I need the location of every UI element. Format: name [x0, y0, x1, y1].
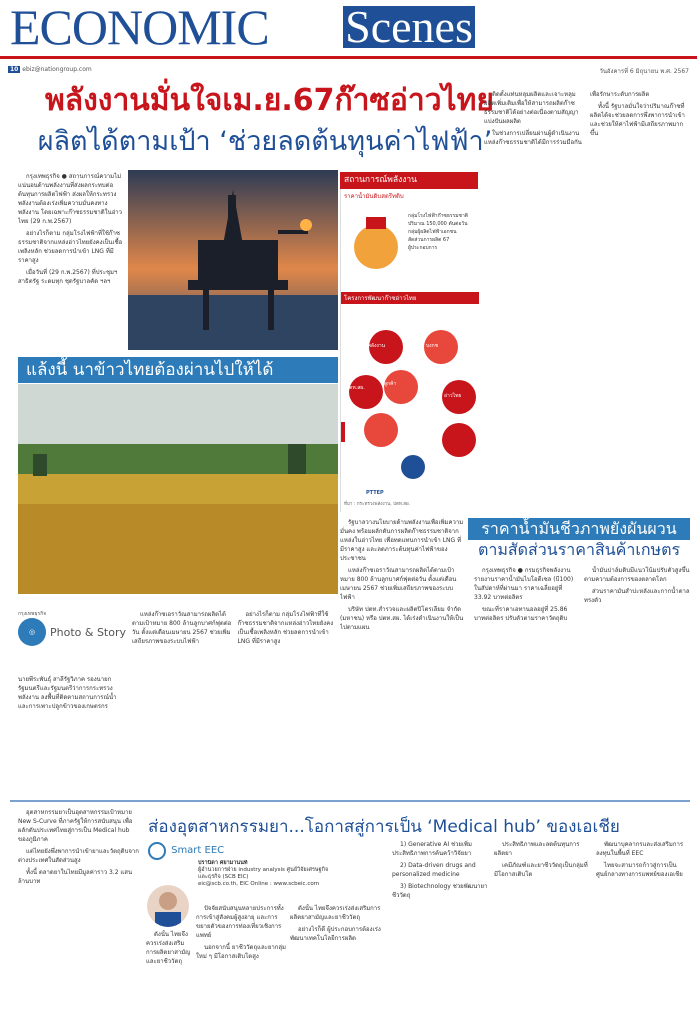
right-paragraph: ในช่วงการเปลี่ยนผ่านผู้ดำเนินงานแหล่งก๊าซธรรมชาติได้มีการร่วมมือกันเพื่อรักษาระดับการผลิต [484, 91, 650, 146]
main-paragraph: แหล่งก๊าซเอราวัณสามารถผลิตได้ตามเป้าหมาย 800 ล้านลูกบาศก์ฟุตต่อวัน ตั้งแต่เดือนเมษายน 2567 ช่วยเพิ่มเสถียรภาพของระบบไฟฟ้า [340, 567, 457, 601]
rice-headline: แล้งนี้ นาข้าวไทยต้องผ่านไปให้ได้ [18, 357, 338, 383]
infographic-node-labels [344, 340, 474, 496]
headline-line1: พลังงานมั่นใจเม.ย.67ก๊าซอ่าวไทย [45, 83, 494, 118]
photo-story-label: กรุงเทพธุรกิจ [18, 611, 47, 617]
bottom-col-1 [18, 808, 140, 1018]
rice-field-photo [18, 384, 338, 594]
infographic-stat: กลุ่มผู้ผลิตไฟฟ้าเอกชน [408, 229, 457, 235]
infographic-source: ที่มา : กระทรวงพลังงาน, ปตท.สผ. [344, 502, 411, 507]
bottom-paragraph: ประสิทธิภาพและลดต้นทุนการผลิตยา [494, 841, 580, 857]
bottom-paragraph: 3) Biotechnology ช่วยพัฒนายาชีววัตถุ [392, 883, 488, 899]
rice-paragraph: แหล่งก๊าซเอราวัณสามารถผลิตได้ตามเป้าหมาย 800 ล้านลูกบาศก์ฟุตต่อวัน ตั้งแต่เดือนเมษายน 2567 ช่วยเพิ่มเสถียรภาพของระบบไฟฟ้า [132, 611, 232, 645]
infographic-node: บงกช [426, 343, 439, 349]
infographic-node: อ่าวไทย [444, 393, 462, 399]
bottom-paragraph: ดังนั้น ไทยจึงควรเร่งส่งเสริมการผลิตยาสามัญและยาชีววัตถุ [290, 905, 381, 921]
bottom-col-4 [392, 840, 488, 1018]
page-number: 10 [10, 66, 19, 73]
main-column [340, 518, 464, 790]
oil-paragraph: น้ำมันปาล์มดิบมีแนวโน้มปรับตัวสูงขึ้นตามความต้องการของตลาดโลก [584, 567, 690, 583]
dateline: วันอังคารที่ 6 มิถุนายน พ.ศ. 2567 [599, 68, 689, 75]
infographic-stat: ปริมาณ 150,000 ตันต่อวัน [408, 221, 468, 227]
infographic-mid-title: โครงการพัฒนาก๊าซอ่าวไทย [344, 295, 417, 302]
infographic-node: กระทรวงพลังงาน [348, 343, 386, 349]
bottom-paragraph: ไทยจะสามารถก้าวสู่การเป็นศูนย์กลางทางการแพทย์ของเอเชีย [596, 862, 683, 878]
masthead-economic: ECONOMIC [10, 0, 269, 55]
oil-column-1 [474, 566, 578, 788]
folio [8, 66, 92, 73]
oil-rig-photo [128, 170, 338, 350]
infographic-subtitle: ราคาน้ำมันดิบสตรีทดิบ [344, 193, 404, 200]
bottom-paragraph: 2) Data-driven drugs and personalized medicine [392, 862, 476, 878]
bottom-col-6 [596, 840, 690, 1018]
main-paragraph: บริษัท ปตท.สำรวจและผลิตปิโตรเลียม จำกัด (มหาชน) หรือ ปตท.สผ. ได้เร่งดำเนินงานให้เป็นไปตามแผน [340, 606, 464, 631]
author-title: ผู้อำนวยการฝ่าย industry analysis ศูนย์วิจัยเศรษฐกิจและธุรกิจ (SCB EIC) [198, 867, 329, 880]
lead-column [18, 172, 124, 354]
eec-label: Smart EEC [171, 845, 225, 856]
bottom-paragraph: เคมีภัณฑ์และยาชีววัตถุเป็นกลุ่มที่มีโอกาสเติบโต [494, 862, 588, 878]
main-paragraph: รัฐบาลวางนโยบายด้านพลังงานเพื่อเพิ่มความมั่นคง พร้อมผลักดันการผลิตก๊าซธรรมชาติจากแหล่งในอ่าวไทย เพื่อทดแทนการนำเข้า LNG ที่มีราคาสูง และลดภาระต้นทุนค่าไฟฟ้าของประชาชน [340, 519, 464, 562]
bottom-col-2 [196, 904, 286, 1018]
bottom-paragraph: อย่างไรก็ดี ผู้ประกอบการต้องเร่งพัฒนาเทคโนโลยีการผลิต [290, 926, 381, 942]
bottom-paragraph: นอกจากนี้ ยาชีววัตถุและยากลุ่มใหม่ ๆ มีโอกาสเติบโตสูง [196, 944, 286, 960]
oil-headline [468, 518, 690, 560]
photo-story-brand: Photo & Story [50, 625, 127, 639]
lead-paragraph: เมื่อวันที่ (29 ก.พ.2567) ที่ประชุมฯ สาธิตรัฐ ระดมทุก ชุดรัฐบาลคัด ฯลฯ [18, 269, 118, 285]
masthead-scenes: Scenes [343, 6, 475, 48]
headline-line2: ผลิตได้ตามเป้า ‘ช่วยลดต้นทุนค่าไฟฟ้า’ [37, 126, 493, 157]
oil-paragraph: กรุงเทพธุรกิจ ● กรมธุรกิจพลังงาน รายงานราคาน้ำมันไบโอดีเซล (บี100) ในสัปดาห์ที่ผ่านมา ราคาเฉลี่ยอยู่ที่ 33.92 บาทต่อลิตร [474, 567, 574, 601]
oil-column-2 [584, 566, 690, 788]
infographic-stat: กลุ่มโรงไฟฟ้าก๊าซธรรมชาติ [408, 213, 468, 219]
rice-body [132, 610, 337, 790]
bottom-paragraph: ปัจจัยสนับสนุนหลายประการทั้งการเข้าสู่สังคมผู้สูงอายุ และการขยายตัวของการท่องเที่ยวเชิงการแพทย์ [196, 905, 284, 939]
infographic-stat: สัดส่วนการผลิต 67 [408, 237, 450, 243]
oil-headline-line2: ตามสัดส่วนราคาสินค้าเกษตร [477, 540, 681, 559]
masthead [10, 0, 478, 55]
oil-headline-line1: ราคาน้ำมันชีวภาพยังผันผวน [468, 518, 690, 540]
bottom-col-5 [494, 840, 590, 1018]
masthead-rule [0, 56, 697, 59]
bottom-headline: ส่องอุตสาหกรรมยา...โอกาสสู่การเป็น ‘Medical hub’ ของเอเชีย [148, 817, 620, 837]
infographic-title: สถานการณ์พลังงาน [340, 172, 478, 189]
pttep-logo: PTTEP [366, 490, 384, 496]
bottom-col-3 [146, 930, 192, 1018]
bottom-col-3b [290, 904, 386, 1018]
oil-paragraph: ส่วนราคามันสำปะหลังและกากน้ำตาลทรงตัว [584, 588, 690, 604]
author-name: ปรานิดา ศยามานนท์ [198, 860, 248, 866]
author-avatar [147, 885, 189, 927]
infographic-stat: ผู้ประกอบการ [408, 245, 438, 251]
author-email: eic@scb.co.th, EIC Online : www.scbeic.com [198, 881, 320, 887]
bottom-paragraph: แต่ไทยยังพึ่งพาการนำเข้ายาและวัตถุดิบจากต่างประเทศในสัดส่วนสูง [18, 848, 139, 864]
bottom-paragraph: อุตสาหกรรมยาเป็นอุตสาหกรรมเป้าหมาย New S-Curve ที่ภาครัฐให้การสนับสนุน เพื่อผลักดันประเทศไทยสู่การเป็น Medical hub ของภูมิภาค [18, 809, 133, 843]
bottom-paragraph: พัฒนาบุคลากรและส่งเสริมการลงทุนในพื้นที่ EEC [596, 841, 684, 857]
bottom-paragraph: ดังนั้น ไทยจึงควรเร่งส่งเสริมการผลิตยาสามัญและยาชีววัตถุ [146, 931, 191, 965]
photo-story-logo [18, 610, 126, 670]
camera-icon: ◎ [18, 618, 46, 646]
infographic-node: ปตท.สผ. [346, 385, 365, 391]
infographic-node: ลูกค้า [384, 381, 397, 387]
rice-caption: นายพีระพันธุ์ สาลีรัฐวิภาค รองนายกรัฐมนตรีและรัฐมนตรีว่าการกระทรวงพลังงาน ลงพื้นที่ติดตามสถานการณ์น้ำและการเพาะปลูกข้าวของเกษตรกร [18, 676, 117, 710]
right-paragraph: ติดตั้งแท่นหลุมผลิตและเจาะหลุมผลิตเพิ่มเติมเพื่อให้สามารถผลิตก๊าซธรรมชาติได้อย่างต่อเนื่องตามสัญญาแบ่งปันผลผลิต [484, 91, 579, 125]
author-block [198, 860, 338, 900]
folio-email: ebiz@nationgroup.com [22, 66, 92, 73]
lead-paragraph: อย่างไรก็ตาม กลุ่มโรงไฟฟ้าที่ใช้ก๊าซธรรมชาติจากแหล่งอ่าวไทยยังคงเป็นเชื้อเพลิงหลัก ช่วยลดการนำเข้า LNG ที่มีราคาสูง [18, 230, 123, 264]
right-column [484, 90, 690, 510]
right-paragraph: ทั้งนี้ รัฐบาลมั่นใจว่าปริมาณก๊าซที่ผลิตได้จะช่วยลดการพึ่งพาการนำเข้าและช่วยให้ค่าไฟฟ้ามีเสถียรภาพมากขึ้น [590, 103, 685, 137]
lead-paragraph: กรุงเทพธุรกิจ ● สถานการณ์ความไม่แน่นอนด้านพลังงานที่ส่งผลกระทบต่อต้นทุนการผลิตไฟฟ้า ส่งผลให้กระทรวงพลังงานต้องเร่งเพิ่มความมั่นคงทางพลังงาน โดยเฉพาะก๊าซธรรมชาติในอ่าวไทย (29 ก.พ.2567) [18, 173, 123, 225]
bottom-paragraph: 1) Generative AI ช่วยเพิ่มประสิทธิภาพการค้นคว้าวิจัยยา [392, 841, 472, 857]
bottom-paragraph: ทั้งนี้ ตลาดยาในไทยมีมูลค่าราว 3.2 แสนล้านบาท [18, 869, 133, 885]
rice-paragraph: อย่างไรก็ตาม กลุ่มโรงไฟฟ้าที่ใช้ก๊าซธรรมชาติจากแหล่งอ่าวไทยยังคงเป็นเชื้อเพลิงหลัก ช่วยลดการนำเข้า LNG ที่มีราคาสูง [237, 611, 334, 645]
eec-icon [148, 842, 166, 860]
oil-paragraph: ขณะที่ราคาเอทานอลอยู่ที่ 25.86 บาทต่อลิตร ปรับตัวตามราคาวัตถุดิบ [474, 606, 568, 622]
infographic-stats [408, 212, 478, 292]
